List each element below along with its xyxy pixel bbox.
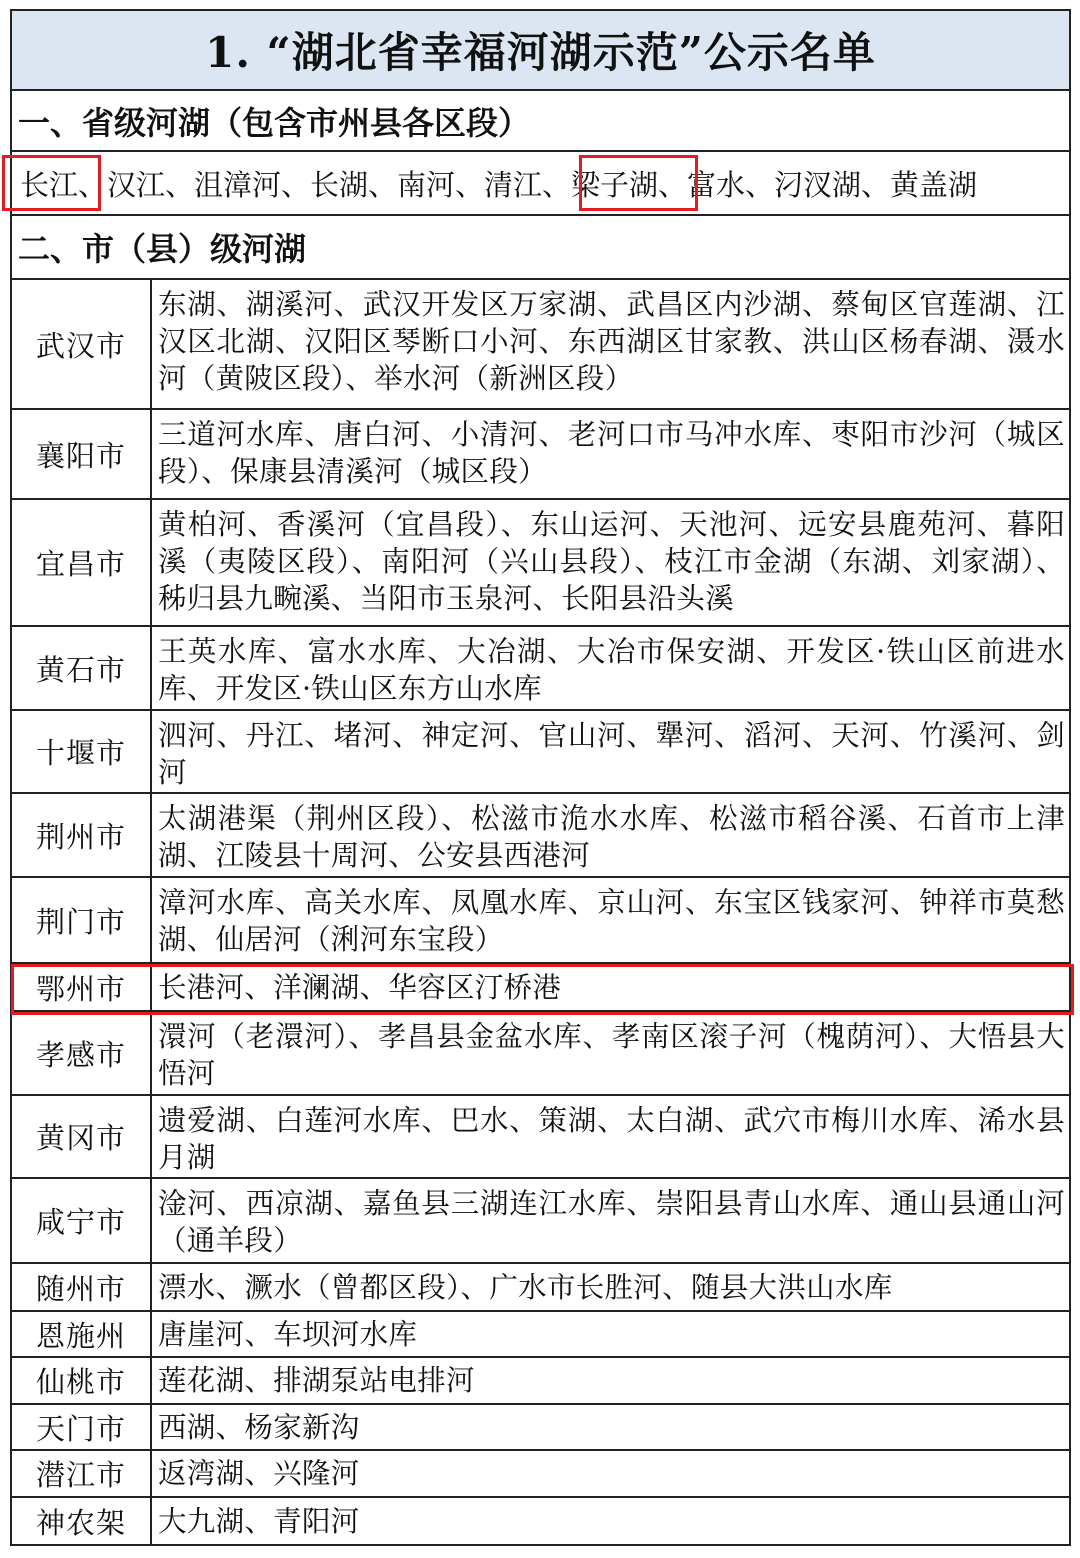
city-river-list: 太湖港渠（荆州区段）、松滋市洈水水库、松滋市稻谷溪、石首市上津湖、江陵县十周河、公安县西港河 — [158, 802, 1065, 872]
section-city-heading: 二、市（县）级河湖 — [10, 216, 1071, 280]
city-river-list: 唐崖河、车坝河水库 — [158, 1317, 418, 1351]
table-row — [10, 1405, 1071, 1451]
city-name: 随州市 — [12, 1264, 152, 1310]
city-name: 咸宁市 — [12, 1179, 152, 1262]
table-row — [10, 878, 1071, 964]
document-title: 1. “湖北省幸福河湖示范”公示名单 — [10, 9, 1071, 91]
table-row — [10, 1451, 1071, 1498]
table-row — [10, 1179, 1071, 1264]
city-river-list: 三道河水库、唐白河、小清河、老河口市马冲水库、枣阳市沙河（城区段）、保康县清溪河（城区段） — [158, 418, 1065, 488]
table-row — [10, 1012, 1071, 1096]
notice-document — [10, 9, 1071, 1546]
city-name: 天门市 — [12, 1405, 152, 1449]
table-row — [10, 1264, 1071, 1312]
city-river-list: 遗爱湖、白莲河水库、巴水、策湖、太白湖、武穴市梅川水库、浠水县月湖 — [158, 1104, 1065, 1174]
city-river-list: 莲花湖、排湖泵站电排河 — [158, 1364, 475, 1397]
table-row — [10, 794, 1071, 878]
city-river-list: 西湖、杨家新沟 — [158, 1410, 360, 1444]
city-river-list: 澴河（老澴河）、孝昌县金盆水库、孝南区滚子河（槐荫河）、大悟县大悟河 — [158, 1020, 1065, 1090]
city-name: 黄冈市 — [12, 1096, 152, 1177]
table-row — [10, 1358, 1071, 1405]
city-name: 荆州市 — [12, 794, 152, 876]
table-row — [10, 500, 1071, 627]
city-river-list: 返湾湖、兴隆河 — [158, 1457, 360, 1490]
city-name: 襄阳市 — [12, 410, 152, 498]
highlight-box-changjiang — [2, 155, 101, 211]
city-river-list: 泗河、丹江、堵河、神定河、官山河、犟河、滔河、天河、竹溪河、剑河 — [158, 719, 1065, 789]
provincial-river-list: 长江、汉江、沮漳河、长湖、南河、清江、梁子湖、富水、汈汊湖、黄盖湖 — [10, 152, 1071, 216]
table-row — [10, 1498, 1071, 1546]
city-name: 神农架 — [12, 1498, 152, 1544]
table-row — [10, 1312, 1071, 1358]
city-name: 鄂州市 — [12, 964, 152, 1010]
highlight-box-liangzihu — [579, 155, 698, 211]
city-name: 孝感市 — [12, 1012, 152, 1094]
city-name: 荆门市 — [12, 878, 152, 962]
city-river-list: 淦河、西凉湖、嘉鱼县三湖连江水库、崇阳县青山水库、通山县通山河（通羊段） — [158, 1187, 1065, 1257]
table-row — [10, 410, 1071, 500]
city-name: 恩施州 — [12, 1312, 152, 1356]
city-river-list: 漂水、㵐水（曾都区段）、广水市长胜河、随县大洪山水库 — [158, 1270, 893, 1304]
table-row — [10, 280, 1071, 410]
highlight-box-ezhou-row — [11, 964, 1074, 1015]
table-row — [10, 1096, 1071, 1179]
city-river-list: 漳河水库、高关水库、凤凰水库、京山河、东宝区钱家河、钟祥市莫愁湖、仙居河（浰河东宝段） — [158, 886, 1065, 956]
city-river-list: 大九湖、青阳河 — [158, 1504, 360, 1538]
city-name: 仙桃市 — [12, 1358, 152, 1403]
table-row — [10, 711, 1071, 794]
section-provincial-heading: 一、省级河湖（包含市州县各区段） — [10, 91, 1071, 152]
city-name: 宜昌市 — [12, 500, 152, 625]
city-name: 武汉市 — [12, 280, 152, 408]
city-river-list: 王英水库、富水水库、大冶湖、大冶市保安湖、开发区·铁山区前进水库、开发区·铁山区东方山水库 — [158, 635, 1065, 705]
city-name: 黄石市 — [12, 627, 152, 709]
city-river-list: 长港河、洋澜湖、华容区汀桥港 — [158, 970, 562, 1004]
table-row — [10, 627, 1071, 711]
city-river-list: 黄柏河、香溪河（宜昌段）、东山运河、天池河、远安县鹿苑河、暮阳溪（夷陵区段）、南阳河（兴山县段）、枝江市金湖（东湖、刘家湖）、秭归县九畹溪、当阳市玉泉河、长阳县沿头溪 — [158, 508, 1065, 615]
city-name: 潜江市 — [12, 1451, 152, 1496]
city-name: 十堰市 — [12, 711, 152, 792]
city-river-list: 东湖、湖溪河、武汉开发区万家湖、武昌区内沙湖、蔡甸区官莲湖、江汉区北湖、汉阳区琴断口小河、东西湖区甘家教、洪山区杨春湖、滠水河（黄陂区段）、举水河（新洲区段） — [158, 288, 1065, 395]
